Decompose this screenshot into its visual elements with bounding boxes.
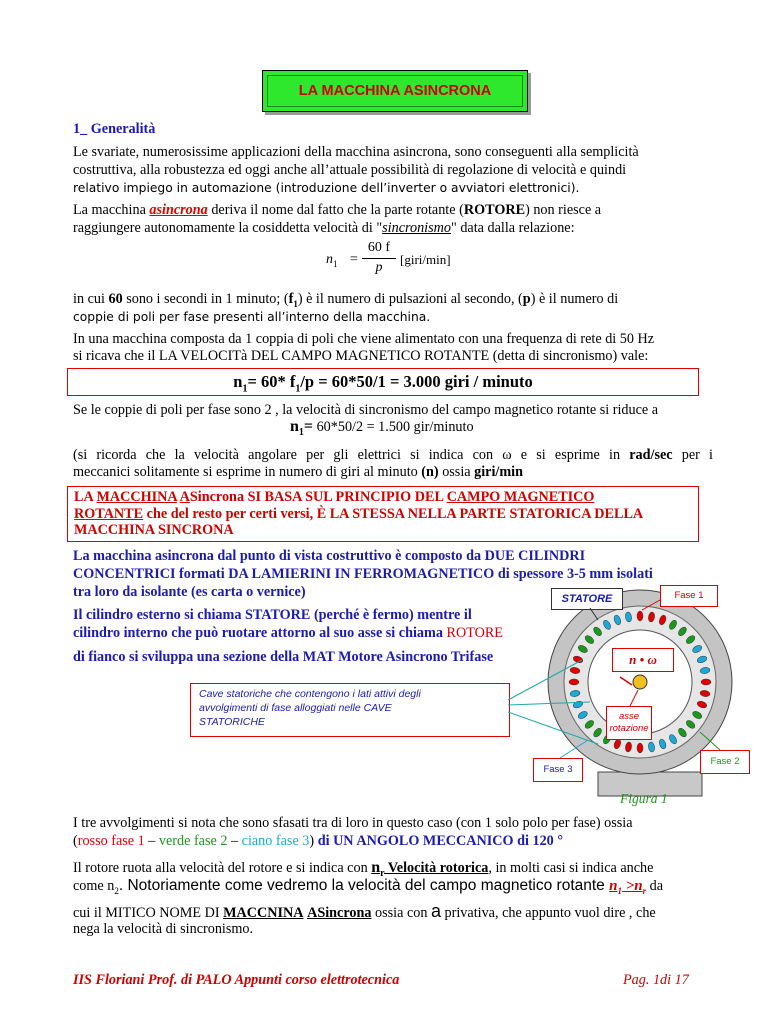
fase3-label: Fase 3 — [543, 764, 573, 775]
coppie-line: Se le coppie di poli per fase sono 2 , la velocità di sincronismo del campo magnetico rotante si riduce a — [73, 402, 659, 418]
incui-line-2: coppie di poli per fase presenti all’interno della macchina. — [73, 310, 431, 324]
phases-line-1: I tre avvolgimenti si nota che sono sfasati tra di loro in questo caso (con 1 solo polo per fase) ossia — [73, 815, 633, 831]
callout-line-2: avvolgimenti di fase alloggiati nelle CAVE — [199, 702, 392, 714]
rotor-speed-line-2: come $n_2$. Notoriamente come vedremo la velocità del campo magnetico rotante $n_1 >n_r$ da — [73, 877, 664, 896]
fase1-label: Fase 1 — [674, 590, 704, 601]
principle-text: LA MACCHINA ASincrona SI BASA SUL PRINCIPIO DEL CAMPO MAGNETICO ROTANTE che del resto per certi versi, È LA STESSA NELLA PARTE STATORICA DELLA MACCHINA SINCRONA — [74, 489, 644, 538]
principle-box — [67, 486, 699, 542]
construction-line-2: CONCENTRICI formati DA LAMIERINI IN FERROMAGNETICO di spessore 3-5 mm isolati — [73, 566, 653, 582]
name-para-line-1: La macchina asincrona deriva il nome dal fatto che la parte rotante (ROTORE) non riesce a — [73, 202, 602, 218]
equation-synchronous-speed: $n_1$ = 60 f p [giri/min] — [326, 240, 451, 275]
rotor-speed-line-4: nega la velocità di sincronismo. — [73, 921, 254, 937]
shaft — [633, 675, 647, 689]
cylinder-line-1: Il cilindro esterno si chiama STATORE (perché è fermo) mentre il — [73, 607, 472, 623]
intro-line-3: relativo impiego in automazione (introduzione dell’inverter o avviatori elettronici). — [73, 181, 580, 195]
asse-label: asse — [618, 711, 640, 722]
stator-slot — [637, 611, 643, 621]
rotazione-label: rotazione — [609, 723, 649, 734]
rotor-speed-line-1: Il rotore ruota alla velocità del rotore e si indica con $n_r$ Velocità rotorica, in molti casi si indica anche — [73, 859, 654, 880]
incui-line-1: in cui 60 sono i secondi in 1 minuto; $(f_1)$ è il numero di pulsazioni al secondo, (p) è il numero di — [73, 291, 619, 309]
fase2-label-box — [700, 750, 750, 774]
formula-1500: $n_1= 60*50/2 = 1.500$ gir/minuto — [290, 418, 474, 439]
asse-rotazione-box — [606, 706, 652, 740]
fase3-label-box — [533, 758, 583, 782]
phases-line-2: (rosso fase 1 – verde fase 2 – ciano fase 3) di UN ANGOLO MECCANICO di 120 ° — [73, 833, 563, 849]
section-heading: 1_ Generalità — [73, 121, 156, 137]
statore-label-box — [551, 588, 623, 610]
page-number: Pag. 1di 17 — [623, 972, 689, 988]
angular-line-2: meccanici solitamente si esprime in numero di giri al minuto (n) ossia giri/min — [73, 464, 523, 480]
stator-slot — [701, 679, 711, 685]
construction-line-1: La macchina asincrona dal punto di vista costruttivo è composto da DUE CILINDRI — [73, 548, 586, 564]
construction-line-3: tra loro da isolante (es carta o vernice) — [73, 584, 306, 600]
example-line-2: si ricava che il LA VELOCITà DEL CAMPO MAGNETICO ROTANTE (detta di sincronismo) vale: — [73, 348, 649, 364]
n-omega-label: n • ω — [629, 652, 657, 667]
fase1-label-box — [660, 585, 718, 607]
stator-slot — [569, 679, 579, 685]
name-para-line-2: raggiungere autonomamente la cosiddetta velocità di "sincronismo" data dalla relazione: — [73, 220, 575, 236]
angular-line-1: (si ricorda che la velocità angolare per gli elettrici si indica con ω e si esprime in rad/sec per i — [73, 447, 714, 463]
callout-line-3: STATORICHE — [199, 716, 265, 728]
rotor-speed-line-3: cui il MITICO NOME DI MACCNINA ASincrona ossia con a privativa, che appunto vuol dire , che — [73, 901, 656, 921]
fase2-label: Fase 2 — [710, 756, 740, 767]
intro-line-2: costruttiva, alla robustezza ed oggi anche all’attuale possibilità di regolazione di velocità e quindi — [73, 162, 627, 178]
example-line-1: In una macchina composta da 1 coppia di poli che viene alimentato con una frequenza di rete di 50 Hz — [73, 331, 655, 347]
cylinder-line-2: cilindro interno che può ruotare attorno al suo asse si chiama ROTORE — [73, 625, 503, 641]
title-box — [262, 70, 528, 112]
footer-left: IIS Floriani Prof. di PALO Appunti corso elettrotecnica — [73, 972, 400, 988]
callout-line-1: Cave statoriche che contengono i lati attivi degli — [199, 688, 421, 700]
section-view-line: di fianco si sviluppa una sezione della MAT Motore Asincrono Trifase — [73, 649, 494, 665]
page-title: LA MACCHINA ASINCRONA — [267, 75, 523, 107]
formula-box: $n_1= 60*$ $f_1/p = 60*50/1 = 3.000$ giri / minuto — [67, 368, 699, 396]
figure-caption: Figura 1 — [620, 791, 668, 806]
intro-line-1: Le svariate, numerosissime applicazioni della macchina asincrona, sono conseguenti alla semplicità — [73, 144, 639, 160]
cave-statoriche-callout — [190, 683, 510, 737]
stator-slot — [637, 743, 643, 753]
n-omega-box — [612, 648, 674, 672]
statore-label: STATORE — [561, 593, 613, 605]
